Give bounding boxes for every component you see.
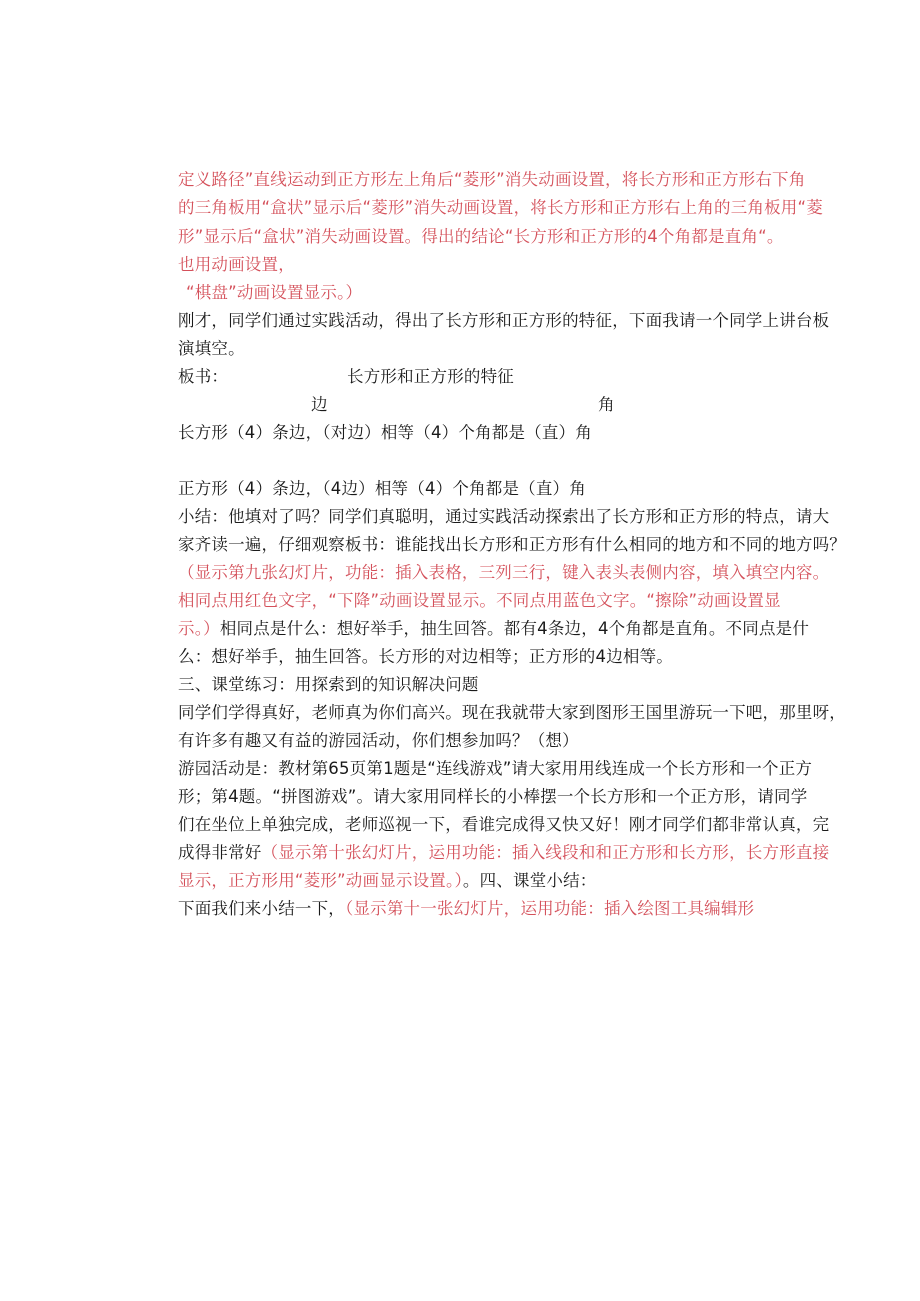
practice-line-1: 同学们学得真好，老师真为你们高兴。现在我就带大家到图形王国里游玩一下吧，那里呀， — [178, 703, 846, 722]
annotation-line-5: “棋盘”动画设置显示。） — [186, 283, 363, 302]
section-heading-summary: 。四、课堂小结： — [462, 871, 597, 890]
summary-line-2: 家齐读一遍，仔细观察板书：谁能找出长方形和正方形有什么相同的地方和不同的地方吗？ — [178, 535, 846, 554]
board-row-square: 正方形（4）条边，（4边）相等（4）个角都是（直）角 — [178, 479, 586, 498]
mixed-line-slide9-end — [178, 615, 809, 643]
paragraph-intro-line-1: 刚才，同学们通过实践活动，得出了长方形和正方形的特征，下面我请一个同学上讲台板 — [178, 311, 830, 330]
practice-line-3: 游园活动是：教材第65页第1题是“连线游戏”请大家用用线连成一个长方形和一个正方 — [178, 759, 813, 778]
annotation-slide11: （显示第十一张幻灯片，运用功能：插入绘图工具编辑形 — [345, 899, 755, 918]
annotation-line-4: 也用动画设置， — [178, 255, 295, 274]
board-column-angle: 角 — [598, 395, 615, 414]
annotation-slide9-end: 示。） — [178, 619, 220, 638]
practice-line-5: 们在坐位上单独完成，老师巡视一下，看谁完成得又快又好！刚才同学们都非常认真，完 — [178, 815, 830, 834]
practice-line-6: 成得非常好 — [178, 843, 262, 862]
annotation-line-1: 定义路径”直线运动到正方形左上角后“菱形”消失动画设置，将长方形和正方形右下角 — [178, 170, 806, 189]
practice-line-2: 有许多有趣又有益的游园活动，你们想参加吗？（想） — [178, 731, 579, 750]
board-row-rectangle: 长方形（4）条边，（对边）相等（4）个角都是（直）角 — [178, 423, 592, 442]
board-column-edge: 边 — [311, 395, 328, 414]
comparison-text-2: 么：想好举手，抽生回答。长方形的对边相等；正方形的4边相等。 — [178, 647, 673, 666]
section-heading-practice: 三、课堂练习：用探索到的知识解决问题 — [178, 675, 479, 694]
annotation-line-3: 形”显示后“盒状”消失动画设置。得出的结论“长方形和正方形的4个角都是直角“。 — [178, 227, 784, 246]
annotation-slide9-line-1: （显示第九张幻灯片，功能：插入表格，三列三行，键入表头表侧内容，填入填空内容。 — [178, 563, 830, 582]
mixed-line-slide10-end — [178, 867, 597, 895]
annotation-slide9-line-2: 相同点用红色文字，“下降”动画设置显示。不同点用蓝色文字。“擦除”动画设置显 — [178, 591, 781, 610]
annotation-slide10-line-2: 显示，正方形用“菱形”动画显示设置。） — [178, 871, 463, 890]
board-label: 板书： — [178, 367, 229, 386]
annotation-line-2: 的三角板用“盒状”显示后“菱形”消失动画设置，将长方形和正方形右上角的三角板用“菱 — [178, 198, 823, 217]
summary-intro: 下面我们来小结一下， — [178, 899, 345, 918]
annotation-slide10-line-1: （显示第十张幻灯片，运用功能：插入线段和和正方形和长方形，长方形直接 — [261, 843, 830, 862]
practice-line-4: 形；第4题。“拼图游戏”。请大家用同样长的小棒摆一个长方形和一个正方形，请同学 — [178, 787, 808, 806]
paragraph-intro-line-2: 演填空。 — [178, 339, 245, 358]
board-title: 长方形和正方形的特征 — [347, 367, 514, 386]
summary-line-1: 小结：他填对了吗？同学们真聪明，通过实践活动探索出了长方形和正方形的特点，请大 — [178, 507, 830, 526]
comparison-text-1: 相同点是什么：想好举手，抽生回答。都有4条边，4个角都是直角。不同点是什 — [219, 619, 810, 638]
mixed-line-slide11 — [178, 895, 754, 923]
mixed-line-slide10 — [178, 839, 829, 867]
